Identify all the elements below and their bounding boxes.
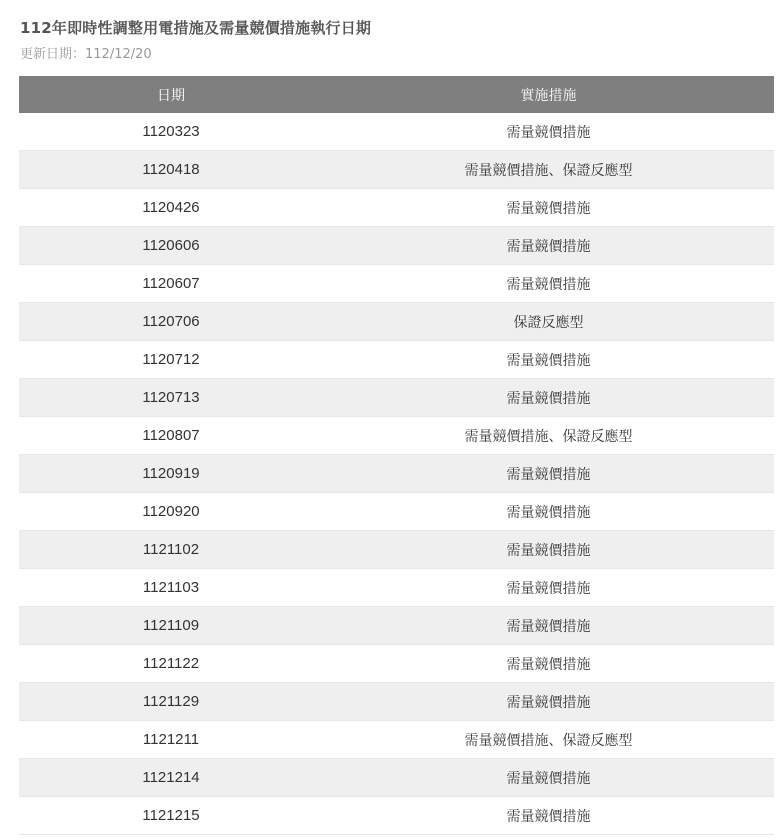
date-cell: 1121103	[19, 569, 323, 607]
table-row	[19, 189, 774, 227]
table-row	[19, 417, 774, 455]
date-cell: 1120713	[19, 379, 323, 417]
table-row	[19, 797, 774, 835]
update-info	[20, 43, 152, 62]
measure-cell: 需量競價措施	[323, 227, 774, 265]
date-cell: 1120426	[19, 189, 323, 227]
date-cell: 1121109	[19, 607, 323, 645]
table-row	[19, 341, 774, 379]
measure-cell: 需量競價措施	[323, 341, 774, 379]
table-row	[19, 113, 774, 151]
page-title: 112年即時性調整用電措施及需量競價措施執行日期	[20, 19, 372, 37]
measure-cell: 需量競價措施	[323, 265, 774, 303]
column-header-measure: 實施措施	[323, 76, 774, 113]
measure-cell: 需量競價措施	[323, 493, 774, 531]
date-cell: 1121122	[19, 645, 323, 683]
date-cell: 1121211	[19, 721, 323, 759]
date-cell: 1120323	[19, 113, 323, 151]
measure-cell: 需量競價措施	[323, 113, 774, 151]
date-cell: 1121215	[19, 797, 323, 835]
table-row	[19, 607, 774, 645]
measure-cell: 保證反應型	[323, 303, 774, 341]
date-cell: 1121102	[19, 531, 323, 569]
column-header-date: 日期	[19, 76, 323, 113]
measure-cell: 需量競價措施、保證反應型	[323, 151, 774, 189]
date-cell: 1120706	[19, 303, 323, 341]
table-row	[19, 303, 774, 341]
update-date: 112/12/20	[85, 47, 152, 62]
table-row	[19, 227, 774, 265]
date-cell: 1120712	[19, 341, 323, 379]
update-label: 更新日期：	[20, 47, 86, 62]
measure-cell: 需量競價措施	[323, 607, 774, 645]
date-cell: 1120807	[19, 417, 323, 455]
date-cell: 1121129	[19, 683, 323, 721]
measure-cell: 需量競價措施	[323, 379, 774, 417]
table-body	[19, 113, 774, 835]
measure-cell: 需量競價措施	[323, 759, 774, 797]
table-header-row	[19, 76, 774, 113]
measure-cell: 需量競價措施	[323, 189, 774, 227]
measure-cell: 需量競價措施	[323, 797, 774, 835]
schedule-table	[19, 76, 774, 835]
measure-cell: 需量競價措施	[323, 531, 774, 569]
table-row	[19, 645, 774, 683]
measure-cell: 需量競價措施	[323, 569, 774, 607]
measure-cell: 需量競價措施	[323, 455, 774, 493]
date-cell: 1121214	[19, 759, 323, 797]
table-row	[19, 265, 774, 303]
table-row	[19, 493, 774, 531]
table-row	[19, 151, 774, 189]
date-cell: 1120920	[19, 493, 323, 531]
measure-cell: 需量競價措施、保證反應型	[323, 721, 774, 759]
measure-cell: 需量競價措施	[323, 645, 774, 683]
table-row	[19, 455, 774, 493]
date-cell: 1120606	[19, 227, 323, 265]
table-row	[19, 531, 774, 569]
table-header	[19, 76, 774, 113]
table-row	[19, 683, 774, 721]
date-cell: 1120607	[19, 265, 323, 303]
measure-cell: 需量競價措施、保證反應型	[323, 417, 774, 455]
table-row	[19, 569, 774, 607]
table-row	[19, 759, 774, 797]
date-cell: 1120919	[19, 455, 323, 493]
date-cell: 1120418	[19, 151, 323, 189]
schedule-table-container	[19, 76, 774, 835]
table-row	[19, 721, 774, 759]
measure-cell: 需量競價措施	[323, 683, 774, 721]
table-row	[19, 379, 774, 417]
